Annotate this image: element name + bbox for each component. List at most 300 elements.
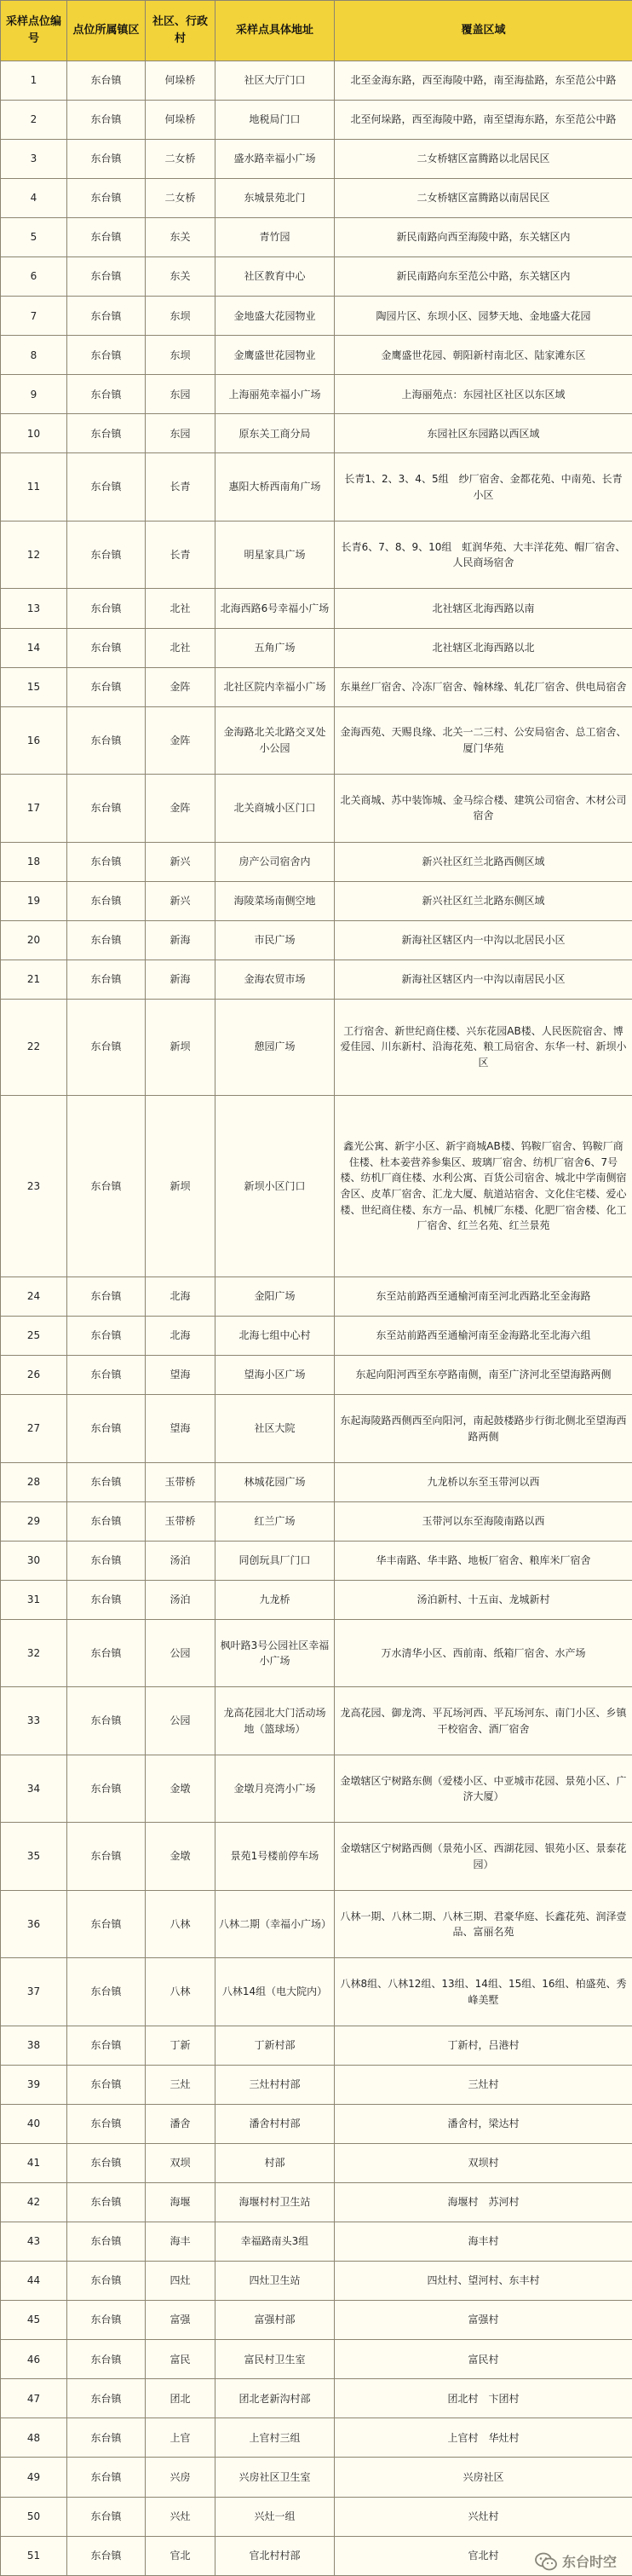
table-row (1, 2144, 632, 2183)
cell-town: 东台镇 (67, 775, 146, 843)
cell-village: 何垛桥 (146, 61, 215, 101)
cell-town: 东台镇 (67, 1277, 146, 1317)
cell-town: 东台镇 (67, 1580, 146, 1619)
cell-area: 上海丽苑点：东园社区社区以东区域 (335, 375, 632, 414)
cell-id: 36 (1, 1890, 67, 1958)
table-row (1, 775, 632, 843)
cell-town: 东台镇 (67, 2144, 146, 2183)
cell-id: 22 (1, 999, 67, 1095)
cell-area: 金海西苑、天赐良缘、北关一二三村、公安局宿舍、总工宿舍、厦门华苑 (335, 706, 632, 775)
table-row (1, 1755, 632, 1823)
cell-village: 兴灶 (146, 2497, 215, 2536)
cell-site: 北关商城小区门口 (215, 775, 335, 843)
cell-area: 官北村 (335, 2536, 632, 2575)
cell-site: 同创玩具厂门口 (215, 1541, 335, 1580)
cell-town: 东台镇 (67, 2379, 146, 2418)
cell-town: 东台镇 (67, 1823, 146, 1891)
cell-area: 兴灶村 (335, 2497, 632, 2536)
cell-town: 东台镇 (67, 257, 146, 297)
cell-village: 丁新 (146, 2026, 215, 2065)
cell-area: 新民南路向西至海陵中路，东关辖区内 (335, 218, 632, 257)
table-row (1, 589, 632, 628)
cell-site: 林城花园广场 (215, 1462, 335, 1501)
cell-town: 东台镇 (67, 2536, 146, 2575)
cell-area: 富民村 (335, 2340, 632, 2379)
cell-id: 14 (1, 628, 67, 667)
cell-village: 汤泊 (146, 1541, 215, 1580)
cell-town: 东台镇 (67, 1395, 146, 1463)
table-row (1, 2026, 632, 2065)
cell-area: 新海社区辖区内一中沟以北居民小区 (335, 920, 632, 960)
cell-site: 九龙桥 (215, 1580, 335, 1619)
cell-area: 长青6、7、8、9、10组 虹润华苑、大丰洋花苑、帽厂宿舍、人民商场宿舍 (335, 521, 632, 589)
cell-site: 村部 (215, 2144, 335, 2183)
cell-town: 东台镇 (67, 1541, 146, 1580)
cell-id: 38 (1, 2026, 67, 2065)
table-row (1, 1462, 632, 1501)
table-row (1, 1317, 632, 1356)
cell-id: 7 (1, 297, 67, 336)
cell-village: 新兴 (146, 881, 215, 920)
cell-area: 双坝村 (335, 2144, 632, 2183)
cell-site: 四灶卫生站 (215, 2262, 335, 2301)
cell-id: 33 (1, 1687, 67, 1755)
cell-area: 九龙桥以东至玉带河以西 (335, 1462, 632, 1501)
cell-area: 兴房社区 (335, 2458, 632, 2497)
cell-town: 东台镇 (67, 1317, 146, 1356)
cell-town: 东台镇 (67, 2340, 146, 2379)
header-area: 覆盖区域 (335, 1, 632, 61)
table-row (1, 999, 632, 1095)
cell-site: 北海七组中心村 (215, 1317, 335, 1356)
cell-id: 3 (1, 140, 67, 179)
cell-site: 兴灶一组 (215, 2497, 335, 2536)
table-row (1, 297, 632, 336)
cell-site: 五角广场 (215, 628, 335, 667)
table-row (1, 881, 632, 920)
cell-village: 新海 (146, 960, 215, 999)
cell-id: 39 (1, 2065, 67, 2104)
cell-area: 新海社区辖区内一中沟以南居民小区 (335, 960, 632, 999)
cell-id: 45 (1, 2301, 67, 2340)
cell-village: 二女桥 (146, 179, 215, 218)
cell-village: 长青 (146, 453, 215, 522)
cell-site: 富民村卫生室 (215, 2340, 335, 2379)
cell-area: 东园社区东园路以西区域 (335, 414, 632, 453)
cell-village: 双坝 (146, 2144, 215, 2183)
cell-village: 四灶 (146, 2262, 215, 2301)
cell-area: 三灶村 (335, 2065, 632, 2104)
cell-site: 官北村村部 (215, 2536, 335, 2575)
cell-village: 金阵 (146, 706, 215, 775)
cell-town: 东台镇 (67, 589, 146, 628)
table-row (1, 1619, 632, 1687)
cell-area: 丁新村，吕港村 (335, 2026, 632, 2065)
cell-site: 金地盛大花园物业 (215, 297, 335, 336)
cell-town: 东台镇 (67, 706, 146, 775)
cell-site: 惠阳大桥西南角广场 (215, 453, 335, 522)
cell-village: 东关 (146, 218, 215, 257)
cell-town: 东台镇 (67, 2183, 146, 2222)
cell-area: 北至金海东路，西至海陵中路，南至海盐路，东至范公中路 (335, 61, 632, 101)
cell-area: 富强村 (335, 2301, 632, 2340)
cell-village: 公园 (146, 1619, 215, 1687)
cell-town: 东台镇 (67, 960, 146, 999)
cell-site: 金阳广场 (215, 1277, 335, 1317)
cell-site: 丁新村部 (215, 2026, 335, 2065)
cell-village: 公园 (146, 1687, 215, 1755)
table-row (1, 375, 632, 414)
cell-area: 长青1、2、3、4、5组 纱厂宿舍、金都花苑、中南苑、长青小区 (335, 453, 632, 522)
cell-area: 金墩辖区宁树路东侧（爱楼小区、中亚城市花园、景苑小区、广济大厦） (335, 1755, 632, 1823)
cell-village: 东园 (146, 414, 215, 453)
table-row (1, 1541, 632, 1580)
cell-village: 金阵 (146, 667, 215, 706)
cell-town: 东台镇 (67, 1501, 146, 1541)
table-row (1, 2418, 632, 2458)
cell-site: 上海丽苑幸福小广场 (215, 375, 335, 414)
cell-id: 10 (1, 414, 67, 453)
table-row (1, 1395, 632, 1463)
cell-town: 东台镇 (67, 1890, 146, 1958)
cell-site: 幸福路南头3组 (215, 2222, 335, 2262)
cell-area: 东巢丝厂宿舍、冷冻厂宿舍、翰林缘、轧花厂宿舍、供电局宿舍 (335, 667, 632, 706)
cell-id: 2 (1, 101, 67, 140)
cell-area: 上官村 华灶村 (335, 2418, 632, 2458)
table-row (1, 1580, 632, 1619)
cell-area: 龙高花园、御龙湾、平瓦场河西、平瓦场河东、南门小区、乡镇干校宿舍、酒厂宿舍 (335, 1687, 632, 1755)
cell-town: 东台镇 (67, 920, 146, 960)
cell-area: 八林8组、八林12组、13组、14组、15组、16组、柏盛苑、秀峰美墅 (335, 1958, 632, 2026)
cell-town: 东台镇 (67, 2497, 146, 2536)
table-row (1, 1958, 632, 2026)
cell-site: 富强村部 (215, 2301, 335, 2340)
wechat-icon (535, 2552, 557, 2571)
cell-village: 兴房 (146, 2458, 215, 2497)
cell-area: 北社辖区北海西路以北 (335, 628, 632, 667)
cell-site: 枫叶路3号公园社区幸福小广场 (215, 1619, 335, 1687)
cell-site: 社区教育中心 (215, 257, 335, 297)
cell-town: 东台镇 (67, 2026, 146, 2065)
cell-village: 富强 (146, 2301, 215, 2340)
table-row (1, 2065, 632, 2104)
header-site: 采样点具体地址 (215, 1, 335, 61)
cell-id: 1 (1, 61, 67, 101)
cell-village: 新兴 (146, 842, 215, 881)
table-row (1, 920, 632, 960)
cell-village: 东关 (146, 257, 215, 297)
cell-site: 金鹰盛世花园物业 (215, 336, 335, 375)
cell-village: 北海 (146, 1317, 215, 1356)
cell-village: 汤泊 (146, 1580, 215, 1619)
cell-village: 长青 (146, 521, 215, 589)
cell-town: 东台镇 (67, 521, 146, 589)
cell-area: 海丰村 (335, 2222, 632, 2262)
cell-site: 憩园广场 (215, 999, 335, 1095)
cell-site: 兴房社区卫生室 (215, 2458, 335, 2497)
cell-area: 二女桥辖区富腾路以南居民区 (335, 179, 632, 218)
cell-site: 东城景苑北门 (215, 179, 335, 218)
cell-village: 团北 (146, 2379, 215, 2418)
header-village: 社区、行政村 (146, 1, 215, 61)
cell-id: 24 (1, 1277, 67, 1317)
cell-town: 东台镇 (67, 1095, 146, 1276)
cell-id: 30 (1, 1541, 67, 1580)
cell-town: 东台镇 (67, 453, 146, 522)
cell-town: 东台镇 (67, 375, 146, 414)
cell-site: 社区大厅门口 (215, 61, 335, 101)
cell-area: 二女桥辖区富腾路以北居民区 (335, 140, 632, 179)
cell-town: 东台镇 (67, 414, 146, 453)
cell-site: 潘舍村村部 (215, 2105, 335, 2144)
cell-site: 八林二期（幸福小广场） (215, 1890, 335, 1958)
cell-site: 望海小区广场 (215, 1356, 335, 1395)
cell-id: 15 (1, 667, 67, 706)
cell-village: 何垛桥 (146, 101, 215, 140)
cell-area: 汤泊新村、十五亩、龙城新村 (335, 1580, 632, 1619)
cell-id: 43 (1, 2222, 67, 2262)
cell-site: 明星家具广场 (215, 521, 335, 589)
cell-town: 东台镇 (67, 218, 146, 257)
cell-village: 海丰 (146, 2222, 215, 2262)
cell-area: 东起向阳河西至东亭路南侧，南至广济河北至望海路两侧 (335, 1356, 632, 1395)
cell-town: 东台镇 (67, 2458, 146, 2497)
cell-id: 11 (1, 453, 67, 522)
cell-area: 鑫光公寓、新宇小区、新宇商城AB楼、钨鞍厂宿舍、钨鞍厂商住楼、杜本姜营养参集区、玻璃厂宿舍、纺机厂宿舍6、7号楼、纺机厂商住楼、水利公寓、百货公司宿舍、城北中学南侧宿舍区、皮革厂宿舍、汇龙大厦、航道站宿舍、文化住宅楼、爱心楼、世纪商住楼、东方一品、机械厂东楼、化肥厂宿舍楼、化工厂宿舍、红兰名苑、红兰景苑 (335, 1095, 632, 1276)
cell-town: 东台镇 (67, 1958, 146, 2026)
cell-id: 42 (1, 2183, 67, 2222)
table-row (1, 1356, 632, 1395)
table-row (1, 2458, 632, 2497)
cell-area: 陶园片区、东坝小区、园梦天地、金地盛大花园 (335, 297, 632, 336)
cell-site: 市民广场 (215, 920, 335, 960)
cell-site: 龙高花园北大门活动场地（篮球场） (215, 1687, 335, 1755)
cell-town: 东台镇 (67, 297, 146, 336)
cell-town: 东台镇 (67, 336, 146, 375)
cell-site: 盛水路幸福小广场 (215, 140, 335, 179)
cell-id: 25 (1, 1317, 67, 1356)
cell-site: 红兰广场 (215, 1501, 335, 1541)
table-row (1, 2497, 632, 2536)
cell-id: 40 (1, 2105, 67, 2144)
cell-site: 北海西路6号幸福小广场 (215, 589, 335, 628)
table-row (1, 1277, 632, 1317)
table-row (1, 667, 632, 706)
cell-site: 金海农贸市场 (215, 960, 335, 999)
table-row (1, 2105, 632, 2144)
cell-town: 东台镇 (67, 2105, 146, 2144)
cell-id: 41 (1, 2144, 67, 2183)
cell-id: 16 (1, 706, 67, 775)
table-row (1, 1501, 632, 1541)
cell-site: 海陵菜场南侧空地 (215, 881, 335, 920)
header-id: 采样点位编号 (1, 1, 67, 61)
cell-id: 47 (1, 2379, 67, 2418)
cell-site: 金海路北关北路交叉处小公园 (215, 706, 335, 775)
cell-town: 东台镇 (67, 179, 146, 218)
cell-town: 东台镇 (67, 999, 146, 1095)
cell-id: 35 (1, 1823, 67, 1891)
cell-village: 新海 (146, 920, 215, 960)
cell-area: 华丰南路、华丰路、地板厂宿舍、粮库米厂宿舍 (335, 1541, 632, 1580)
cell-area: 金鹰盛世花园、朝阳新村南北区、陆家滩东区 (335, 336, 632, 375)
cell-town: 东台镇 (67, 842, 146, 881)
cell-id: 21 (1, 960, 67, 999)
cell-area: 海堰村 苏河村 (335, 2183, 632, 2222)
cell-village: 金墩 (146, 1823, 215, 1891)
cell-village: 望海 (146, 1356, 215, 1395)
cell-town: 东台镇 (67, 140, 146, 179)
table-row (1, 706, 632, 775)
cell-site: 金墩月亮湾小广场 (215, 1755, 335, 1823)
watermark (535, 2551, 617, 2571)
cell-town: 东台镇 (67, 2222, 146, 2262)
header-town: 点位所属镇区 (67, 1, 146, 61)
cell-site: 新坝小区门口 (215, 1095, 335, 1276)
table-body (1, 61, 632, 2576)
cell-town: 东台镇 (67, 1356, 146, 1395)
cell-area: 东起海陵路西侧西至向阳河，南起鼓楼路步行街北侧北至望海西路两侧 (335, 1395, 632, 1463)
cell-id: 29 (1, 1501, 67, 1541)
cell-area: 北关商城、苏中装饰城、金马综合楼、建筑公司宿舍、木材公司宿舍 (335, 775, 632, 843)
cell-town: 东台镇 (67, 1462, 146, 1501)
table-row (1, 960, 632, 999)
cell-town: 东台镇 (67, 2262, 146, 2301)
table-row (1, 1095, 632, 1276)
table-row (1, 1687, 632, 1755)
cell-village: 金阵 (146, 775, 215, 843)
cell-village: 二女桥 (146, 140, 215, 179)
table-row (1, 2301, 632, 2340)
cell-town: 东台镇 (67, 1755, 146, 1823)
cell-id: 28 (1, 1462, 67, 1501)
cell-id: 37 (1, 1958, 67, 2026)
cell-town: 东台镇 (67, 2065, 146, 2104)
table-row (1, 2379, 632, 2418)
cell-village: 潘舍 (146, 2105, 215, 2144)
cell-area: 玉带河以东至海陵南路以西 (335, 1501, 632, 1541)
table-row (1, 140, 632, 179)
cell-id: 13 (1, 589, 67, 628)
cell-site: 青竹园 (215, 218, 335, 257)
cell-town: 东台镇 (67, 2418, 146, 2458)
cell-site: 八林14组（电大院内） (215, 1958, 335, 2026)
cell-village: 新坝 (146, 1095, 215, 1276)
cell-id: 12 (1, 521, 67, 589)
cell-village: 富民 (146, 2340, 215, 2379)
cell-town: 东台镇 (67, 101, 146, 140)
table-row (1, 101, 632, 140)
cell-id: 32 (1, 1619, 67, 1687)
cell-area: 工行宿舍、新世纪商住楼、兴东花园AB楼、人民医院宿舍、博爱佳园、川东新村、沿海花苑、粮工局宿舍、东华一村、新坝小区 (335, 999, 632, 1095)
cell-area: 北至何垛路，西至海陵中路，南至望海东路，东至范公中路 (335, 101, 632, 140)
cell-id: 44 (1, 2262, 67, 2301)
cell-area: 万水清华小区、西前南、纸箱厂宿舍、水产场 (335, 1619, 632, 1687)
cell-id: 31 (1, 1580, 67, 1619)
table-row (1, 2222, 632, 2262)
table-row (1, 628, 632, 667)
cell-id: 9 (1, 375, 67, 414)
cell-id: 51 (1, 2536, 67, 2575)
cell-village: 北社 (146, 589, 215, 628)
cell-id: 6 (1, 257, 67, 297)
cell-id: 27 (1, 1395, 67, 1463)
cell-site: 房产公司宿舍内 (215, 842, 335, 881)
table-row (1, 2340, 632, 2379)
cell-site: 社区大院 (215, 1395, 335, 1463)
cell-village: 上官 (146, 2418, 215, 2458)
cell-village: 官北 (146, 2536, 215, 2575)
cell-village: 东坝 (146, 336, 215, 375)
table-row (1, 218, 632, 257)
cell-area: 东至站前路西至通榆河南至金海路北至北海六组 (335, 1317, 632, 1356)
table-row (1, 1890, 632, 1958)
cell-village: 金墩 (146, 1755, 215, 1823)
cell-site: 海堰村村卫生站 (215, 2183, 335, 2222)
cell-id: 50 (1, 2497, 67, 2536)
cell-town: 东台镇 (67, 2301, 146, 2340)
cell-area: 东至站前路西至通榆河南至河北西路北至金海路 (335, 1277, 632, 1317)
cell-site: 景苑1号楼前停车场 (215, 1823, 335, 1891)
cell-town: 东台镇 (67, 628, 146, 667)
cell-site: 地税局门口 (215, 101, 335, 140)
cell-village: 东坝 (146, 297, 215, 336)
cell-id: 49 (1, 2458, 67, 2497)
cell-id: 17 (1, 775, 67, 843)
cell-site: 原东关工商分局 (215, 414, 335, 453)
cell-area: 潘舍村，梁达村 (335, 2105, 632, 2144)
cell-id: 26 (1, 1356, 67, 1395)
cell-village: 北社 (146, 628, 215, 667)
cell-village: 八林 (146, 1890, 215, 1958)
cell-village: 三灶 (146, 2065, 215, 2104)
table-row (1, 521, 632, 589)
table-row (1, 842, 632, 881)
cell-village: 八林 (146, 1958, 215, 2026)
cell-area: 北社辖区北海西路以南 (335, 589, 632, 628)
cell-town: 东台镇 (67, 61, 146, 101)
cell-id: 18 (1, 842, 67, 881)
cell-village: 望海 (146, 1395, 215, 1463)
cell-area: 新兴社区红兰北路西侧区域 (335, 842, 632, 881)
table-header-row (1, 1, 632, 61)
table-row (1, 1823, 632, 1891)
table-row (1, 2183, 632, 2222)
cell-area: 八林一期、八林二期、八林三期、君豪华庭、长鑫花苑、润泽壹品、富丽名苑 (335, 1890, 632, 1958)
watermark-text: 东台时空 (561, 2554, 617, 2570)
cell-area: 新民南路向东至范公中路，东关辖区内 (335, 257, 632, 297)
table-row (1, 179, 632, 218)
cell-id: 8 (1, 336, 67, 375)
cell-village: 玉带桥 (146, 1462, 215, 1501)
cell-village: 玉带桥 (146, 1501, 215, 1541)
cell-id: 4 (1, 179, 67, 218)
cell-village: 新坝 (146, 999, 215, 1095)
cell-id: 48 (1, 2418, 67, 2458)
cell-site: 三灶村村部 (215, 2065, 335, 2104)
cell-town: 东台镇 (67, 1619, 146, 1687)
table-row (1, 257, 632, 297)
cell-town: 东台镇 (67, 667, 146, 706)
cell-village: 海堰 (146, 2183, 215, 2222)
cell-area: 团北村 卞团村 (335, 2379, 632, 2418)
cell-site: 团北老新沟村部 (215, 2379, 335, 2418)
cell-town: 东台镇 (67, 1687, 146, 1755)
cell-village: 东园 (146, 375, 215, 414)
cell-id: 23 (1, 1095, 67, 1276)
cell-id: 19 (1, 881, 67, 920)
cell-area: 四灶村、望河村、东丰村 (335, 2262, 632, 2301)
